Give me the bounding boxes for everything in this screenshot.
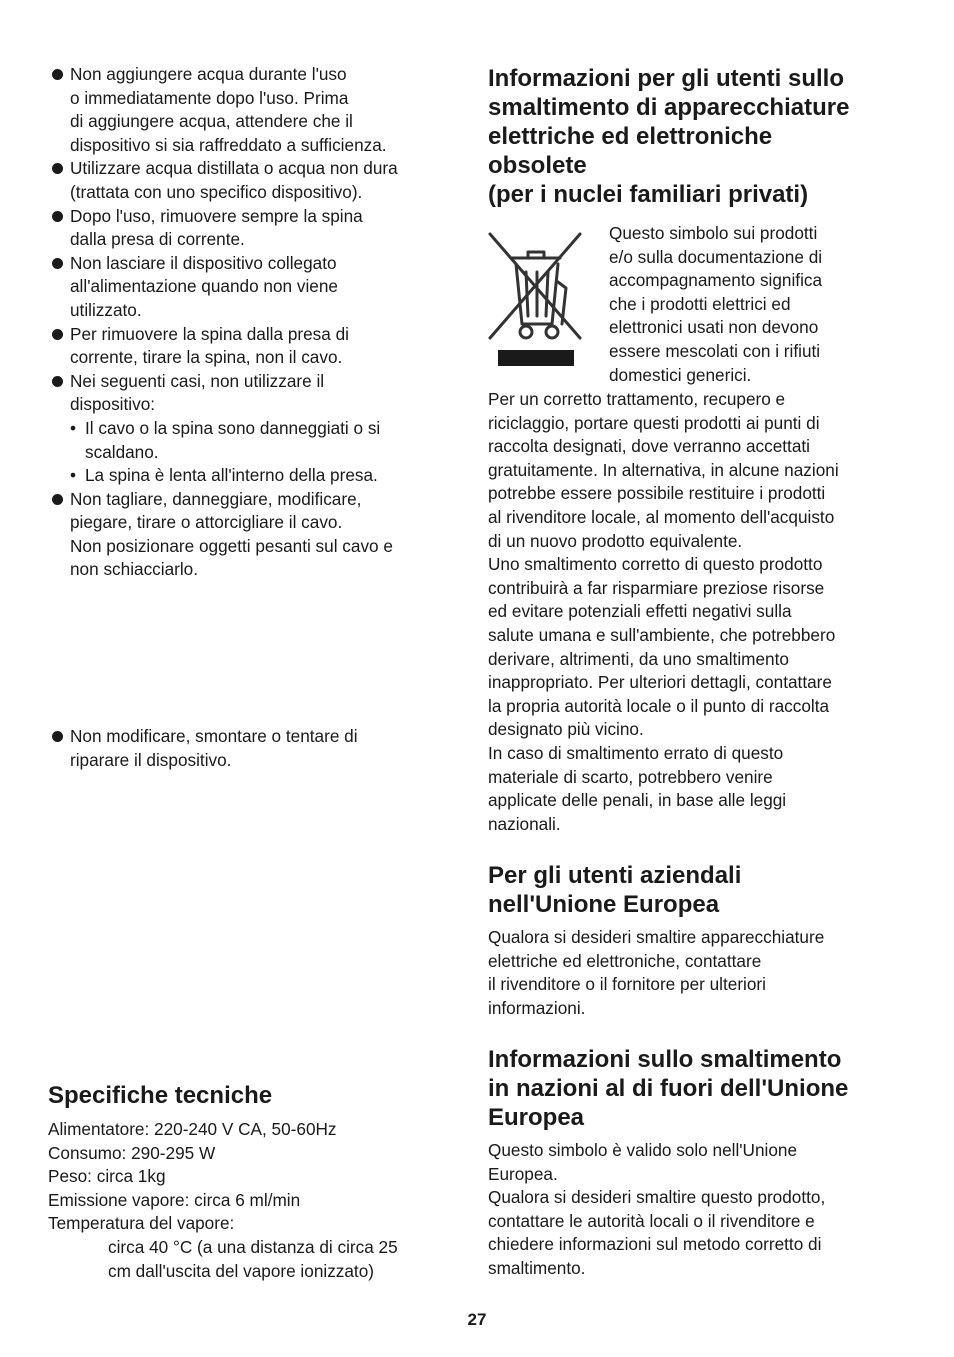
text-line: non schiacciarlo. (70, 559, 199, 580)
bullet-item-distilled (48, 157, 458, 204)
spec-temperature-detail: circa 40 °C (a una distanza di circa 25 (108, 1236, 398, 1257)
text-line: Qualora si desideri smaltire questo prodotto, (488, 1187, 826, 1208)
text-line: Non posizionare oggetti pesanti sul cavo e (70, 535, 393, 556)
text-line: che i prodotti elettrici ed (609, 293, 791, 314)
text-line: all'alimentazione quando non viene (70, 276, 338, 297)
disposal-heading (488, 64, 908, 209)
text-line: Qualora si desideri smaltire apparecchiature (488, 927, 825, 947)
text-line: di aggiungere acqua, attendere che il (70, 111, 353, 132)
text-line: ed evitare potenziali effetti negativi sulla (488, 601, 792, 622)
text-line: corrente, tirare la spina, non il cavo. (70, 347, 343, 368)
spec-power: Alimentatore: 220-240 V CA, 50-60Hz (48, 1119, 337, 1139)
text-line: Questo simbolo è valido solo nell'Unione (488, 1140, 798, 1160)
text-line: Non modificare, smontare o tentare di (70, 726, 358, 746)
page-number: 27 (467, 1310, 487, 1329)
spec-weight: Peso: circa 1kg (48, 1166, 166, 1187)
text-line: Questo simbolo sui prodotti (609, 223, 818, 243)
outside-eu-paragraph (488, 1139, 908, 1281)
heading-line: Europea (488, 1104, 585, 1131)
text-line: gratuitamente. In alternativa, in alcune nazioni (488, 459, 839, 480)
text-line: derivare, altrimenti, da uno smaltimento (488, 648, 789, 669)
text-line: la propria autorità locale o il punto di raccolta (488, 695, 830, 716)
text-line: Dopo l'uso, rimuovere sempre la spina (70, 205, 363, 226)
sub-bullet-loose-plug (48, 464, 458, 488)
bullet-item-repair (48, 725, 458, 772)
text-line: Non aggiungere acqua durante l'uso (70, 64, 347, 84)
text-line: applicate delle penali, in base alle leggi (488, 790, 787, 811)
bullet-item-do-not-use (48, 370, 458, 417)
text-line: Non tagliare, danneggiare, modificare, (70, 488, 362, 509)
text-line: Per un corretto trattamento, recupero e (488, 389, 786, 409)
heading-line: Per gli utenti aziendali (488, 862, 742, 889)
heading-line: (per i nuclei familiari privati) (488, 181, 809, 208)
text-line: salute umana e sull'ambiente, che potrebbero (488, 624, 836, 645)
bullet-item-pull-plug (48, 323, 458, 370)
heading-line: obsolete (488, 152, 587, 179)
text-line: designato più vicino. (488, 719, 644, 740)
text-line: contribuirà a far risparmiare preziose risorse (488, 577, 825, 598)
text-line: In caso di smaltimento errato di questo (488, 742, 784, 763)
text-line: chiedere informazioni sul metodo corretto di (488, 1234, 822, 1255)
business-users-paragraph (488, 926, 908, 1020)
repair-bullet-list (48, 725, 458, 772)
text-line: Utilizzare acqua distillata o acqua non dura (70, 158, 398, 179)
text-line: • Il cavo o la spina sono danneggiati o si (85, 417, 381, 438)
spec-list (48, 1118, 458, 1283)
text-line: utilizzato. (70, 299, 142, 320)
bullet-item-unplug (48, 205, 458, 252)
sub-bullet-damaged (48, 417, 458, 464)
text-line: accompagnamento significa (609, 270, 823, 291)
text-line: dispositivo si sia raffreddato a sufficienza. (70, 134, 387, 155)
safety-bullet-list (48, 63, 458, 582)
text-line: domestici generici. (609, 364, 752, 385)
text-line: il rivenditore o il fornitore per ulteriori (488, 974, 766, 995)
weee-symbol-description (609, 222, 909, 387)
spec-steam-temperature: Temperatura del vapore: (48, 1213, 235, 1234)
text-line: informazioni. (488, 997, 586, 1018)
heading-line: nell'Unione Europea (488, 891, 720, 918)
spec-steam-output: Emissione vapore: circa 6 ml/min (48, 1189, 301, 1210)
text-line: dalla presa di corrente. (70, 229, 245, 250)
spec-temperature-detail: cm dall'uscita del vapore ionizzato) (108, 1260, 374, 1281)
text-line: di un nuovo prodotto equivalente. (488, 530, 743, 551)
disposal-paragraph (488, 388, 908, 836)
heading-line: in nazioni al di fuori dell'Unione (488, 1075, 849, 1102)
spec-title: Specifiche tecniche (48, 1082, 273, 1109)
text-line: essere mescolati con i rifiuti (609, 340, 821, 361)
outside-eu-heading (488, 1045, 908, 1132)
text-line: contattare le autorità locali o il rivenditore e (488, 1210, 815, 1231)
text-line: e/o sulla documentazione di (609, 246, 823, 267)
bullet-item-water (48, 63, 458, 157)
text-line: materiale di scarto, potrebbero venire (488, 766, 773, 787)
business-users-heading (488, 861, 908, 919)
text-line: o immediatamente dopo l'uso. Prima (70, 87, 349, 108)
text-line: Europea. (488, 1163, 558, 1184)
text-line: Non lasciare il dispositivo collegato (70, 252, 337, 273)
text-line: nazionali. (488, 813, 561, 834)
text-line: inappropriato. Per ulteriori dettagli, contattare (488, 672, 832, 693)
text-line: (trattata con uno specifico dispositivo). (70, 181, 363, 202)
text-line: • La spina è lenta all'interno della presa. (85, 465, 378, 486)
crossed-out-wheeled-bin-icon (488, 228, 584, 370)
heading-line: Informazioni sullo smaltimento (488, 1046, 842, 1073)
text-line: riparare il dispositivo. (70, 749, 232, 770)
text-line: elettronici usati non devono (609, 317, 819, 338)
text-line: scaldano. (85, 441, 159, 462)
text-line: Per rimuovere la spina dalla presa di (70, 323, 349, 344)
bullet-item-connected (48, 252, 458, 323)
bullet-item-cord (48, 488, 458, 582)
text-line: smaltimento. (488, 1257, 586, 1278)
text-line: al rivenditore locale, al momento dell'acquisto (488, 506, 835, 527)
text-line: potrebbe essere possibile restituire i prodotti (488, 483, 826, 504)
heading-line: Informazioni per gli utenti sullo (488, 65, 845, 92)
text-line: Uno smaltimento corretto di questo prodotto (488, 554, 823, 575)
heading-line: elettriche ed elettroniche (488, 123, 773, 150)
text-line: piegare, tirare o attorcigliare il cavo. (70, 512, 343, 533)
text-line: Nei seguenti casi, non utilizzare il (70, 370, 325, 391)
text-line: dispositivo: (70, 394, 156, 415)
heading-line: smaltimento di apparecchiature (488, 94, 850, 121)
text-line: riciclaggio, portare questi prodotti ai punti di (488, 412, 820, 433)
text-line: raccolta designati, dove verranno accettati (488, 436, 810, 457)
text-line: elettriche ed elettroniche, contattare (488, 950, 762, 971)
spec-consumption: Consumo: 290-295 W (48, 1142, 216, 1163)
